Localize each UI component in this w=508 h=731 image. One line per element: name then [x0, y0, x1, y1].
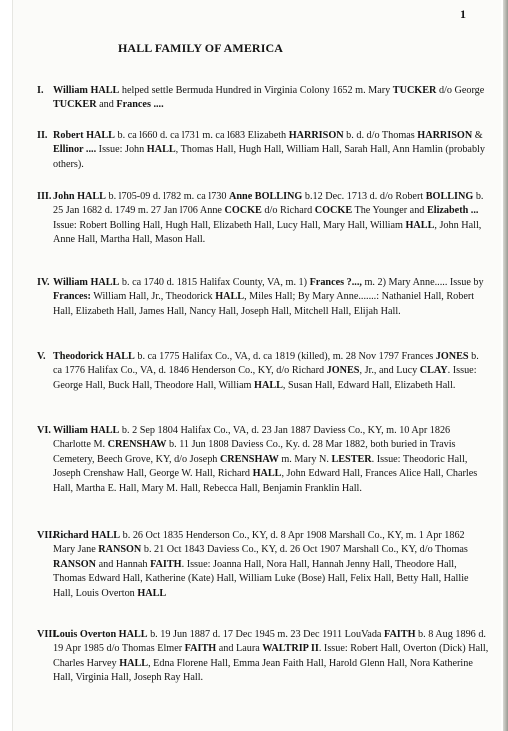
- text-run: m. Mary N.: [278, 453, 332, 465]
- generation-numeral: VII.: [37, 530, 55, 541]
- bold-name-run: HALL: [119, 657, 149, 669]
- bold-name-run: Frances:: [53, 291, 91, 303]
- genealogy-entry-4: [37, 276, 489, 319]
- genealogy-entry-5: [37, 350, 489, 393]
- text-run: , Miles Hall; By Mary Anne.......: Nathaniel Hall, Robert Hall, Elizabeth Hall, James Hall, Nancy Hall, Joseph Hall, Mitchell Hall, Elijah Hall.: [53, 291, 475, 317]
- bold-name-run: FAITH: [383, 629, 416, 640]
- text-run: , John Edward Hall, Frances Alice Hall, Charles Hall, Martha E. Hall, Mary M. Hall, Rebecca Hall, Benjamin Franklin Hall.: [53, 468, 478, 494]
- text-run: b. 21 Oct 1843 Daviess Co., KY, d. 26 Oct 1907 Marshall Co., KY, d/o Thomas: [141, 544, 468, 556]
- bold-name-run: TUCKER: [392, 85, 437, 96]
- page-edge-shadow: [503, 0, 508, 731]
- bold-name-run: COCKE: [224, 205, 262, 217]
- text-run: m. 2) Mary Anne..... Issue by: [361, 277, 484, 288]
- bold-name-run: William HALL: [53, 277, 120, 288]
- entry-text: [53, 424, 489, 496]
- bold-name-run: HALL: [137, 587, 167, 599]
- generation-numeral: VIII.: [37, 629, 59, 640]
- text-run: , Thomas Hall, Hugh Hall, William Hall, Sarah Hall, Ann Hamlin (probably others).: [53, 144, 485, 170]
- document-title: HALL FAMILY OF AMERICA: [118, 41, 283, 55]
- bold-name-run: HALL: [215, 291, 245, 303]
- bold-name-run: HALL: [405, 219, 435, 231]
- text-run: b. 26 Oct 1835 Henderson Co., KY, d. 8 Apr 1908 Marshall Co., KY, m. 1 Apr 1862 Mary Jane: [53, 530, 465, 556]
- text-run: b. 11 Jun 1808 Daviess Co., Ky. d. 28 Mar 1882, both buried in Travis Cemetery, Beech Grove, KY, d/o Joseph: [53, 439, 456, 465]
- bold-name-run: HARRISON: [417, 130, 473, 141]
- page-number: 1: [460, 7, 466, 21]
- text-run: d/o Richard: [261, 205, 315, 217]
- text-run: and: [96, 99, 117, 111]
- genealogy-entry-8: [37, 628, 489, 686]
- bold-name-run: HALL: [146, 144, 176, 156]
- bold-name-run: LESTER: [331, 453, 372, 465]
- genealogy-entry-6: [37, 424, 489, 496]
- bold-name-run: HALL: [254, 379, 283, 391]
- bold-name-run: JONES: [326, 365, 360, 377]
- text-run: , Edna Florene Hall, Emma Jean Faith Hall, Harold Glenn Hall, Nora Katherine Hall, Virginia Hall, Joseph Ray Hall.: [53, 657, 473, 684]
- generation-numeral: VI.: [37, 425, 51, 436]
- text-run: b. ca 1740 d. 1815 Halifax County, VA, m. 1): [119, 277, 310, 288]
- document-page: [12, 0, 501, 731]
- bold-name-run: William HALL: [53, 85, 120, 96]
- bold-name-run: CLAY: [419, 365, 448, 377]
- genealogy-entry-7: [37, 529, 489, 601]
- text-run: Issue: John: [96, 144, 147, 156]
- text-run: . Issue: Theodoric Hall, Joseph Crenshaw Hall, George W. Hall, Richard: [53, 453, 468, 480]
- bold-name-run: RANSON: [98, 544, 142, 556]
- entry-text: [53, 529, 489, 601]
- bold-name-run: Elizabeth ...: [426, 205, 479, 217]
- entry-text: [53, 350, 489, 393]
- entry-text: [53, 84, 489, 113]
- text-run: , Jr., and Lucy: [359, 365, 420, 377]
- generation-numeral: II.: [37, 130, 48, 141]
- text-run: helped settle Bermuda Hundred in Virginia Colony 1652 m. Mary: [119, 85, 393, 96]
- text-run: b. ca 1776 Halifax Co., VA, d. 1846 Henderson Co., KY, d/o Richard: [53, 351, 479, 377]
- text-run: , John Hall, Anne Hall, Martha Hall, Mason Hall.: [53, 219, 482, 246]
- bold-name-run: William HALL: [53, 425, 120, 436]
- text-run: , Susan Hall, Edward Hall, Elizabeth Hall.: [282, 379, 456, 391]
- bold-name-run: Louis Overton HALL: [53, 629, 148, 640]
- text-run: b. 19 Jun 1887 d. 17 Dec 1945 m. 23 Dec 1911 LouVada: [147, 629, 384, 640]
- genealogy-entry-3: [37, 190, 489, 248]
- entry-text: [53, 276, 489, 319]
- text-run: and Hannah: [96, 558, 151, 570]
- text-run: b. d. d/o Thomas: [343, 130, 418, 141]
- bold-name-run: TUCKER: [53, 99, 97, 111]
- bold-name-run: Richard HALL: [53, 530, 121, 541]
- bold-name-run: WALTRIP II: [262, 643, 319, 655]
- text-run: and Laura: [216, 643, 263, 655]
- bold-name-run: John HALL: [53, 191, 106, 202]
- bold-name-run: CRENSHAW: [107, 439, 167, 451]
- text-run: . Issue: Robert Hall, Overton (Dick) Hall, Charles Harvey: [53, 643, 489, 669]
- genealogy-entry-1: [37, 84, 489, 113]
- bold-name-run: Anne BOLLING: [229, 191, 303, 202]
- bold-name-run: HALL: [252, 468, 282, 480]
- text-run: . Issue: Joanna Hall, Nora Hall, Hannah Jenny Hall, Theodore Hall, Thomas Edward Hall, Katherine (Kate) Hall, William Luke (Bose) Hall, Felix Hall, Betty Hall, Hallie Hall, Louis Overton: [53, 558, 469, 599]
- bold-name-run: FAITH: [150, 558, 182, 570]
- text-run: b. l705-09 d. l782 m. ca l730: [105, 191, 230, 202]
- bold-name-run: Frances ?...,: [309, 277, 362, 288]
- generation-numeral: III.: [37, 191, 52, 202]
- bold-name-run: COCKE: [314, 205, 353, 217]
- bold-name-run: CRENSHAW: [219, 453, 279, 465]
- text-run: . Issue: George Hall, Buck Hall, Theodore Hall, William: [53, 365, 477, 391]
- bold-name-run: Ellinor ....: [53, 144, 97, 156]
- text-run: b. ca 1775 Halifax Co., VA, d. ca 1819 (killed), m. 28 Nov 1797 Frances: [134, 351, 436, 362]
- text-run: b. 8 Aug 1896 d. 19 Apr 1985 d/o Thomas Elmer: [53, 629, 486, 655]
- text-run: b. ca l660 d. ca l731 m. ca l683 Elizabeth: [114, 130, 289, 141]
- bold-name-run: HARRISON: [288, 130, 344, 141]
- text-run: William Hall, Jr., Theodorick: [90, 291, 216, 303]
- bold-name-run: BOLLING: [425, 191, 474, 202]
- bold-name-run: Frances ....: [116, 99, 164, 111]
- generation-numeral: V.: [37, 351, 46, 362]
- text-run: The Younger and: [352, 205, 427, 217]
- text-run: d/o George: [436, 85, 485, 96]
- bold-name-run: FAITH: [184, 643, 217, 655]
- genealogy-entry-2: [37, 129, 489, 172]
- bold-name-run: Robert HALL: [53, 130, 115, 141]
- generation-numeral: IV.: [37, 277, 50, 288]
- bold-name-run: RANSON: [53, 558, 97, 570]
- text-run: b. 2 Sep 1804 Halifax Co., VA, d. 23 Jan 1887 Daviess Co., KY, m. 10 Apr 1826 Charlotte M.: [53, 425, 451, 451]
- text-run: Issue: Robert Bolling Hall, Hugh Hall, Elizabeth Hall, Lucy Hall, Mary Hall, William: [53, 219, 406, 231]
- text-run: b.12 Dec. 1713 d. d/o Robert: [302, 191, 426, 202]
- text-run: b. 25 Jan 1682 d. 1749 m. 27 Jan l706 Anne: [53, 191, 484, 217]
- generation-numeral: I.: [37, 85, 44, 96]
- bold-name-run: Theodorick HALL: [53, 351, 135, 362]
- entry-text: [53, 129, 489, 172]
- entry-text: [53, 628, 489, 686]
- entry-text: [53, 190, 489, 248]
- text-run: &: [472, 130, 483, 141]
- bold-name-run: JONES: [435, 351, 469, 362]
